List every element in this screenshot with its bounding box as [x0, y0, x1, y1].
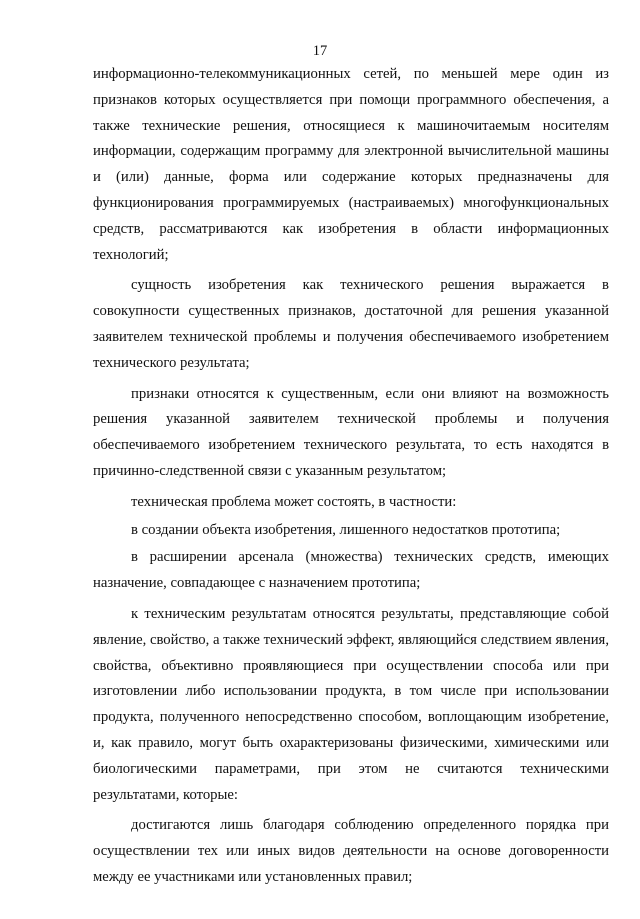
paragraph-essential-features: признаки относятся к существенным, если они влияют на возможность решения указанной заявителем технической проблемы и получения обеспечиваемого изобретением технического результата, то есть находятся в причинно-следственной связи с указанным результатом; — [93, 385, 609, 479]
paragraph-essence-of-invention: сущность изобретения как технического решения выражается в совокупности существенных признаков, достаточной для решения указанной заявителем технической проблемы и получения обеспечиваемого изобретением технического результата; — [93, 277, 609, 371]
paragraph-problem-item-2: в расширении арсенала (множества) технических средств, имеющих назначение, совпадающее с назначением прототипа; — [93, 549, 609, 592]
paragraph-results-exclusion-1: достигаются лишь благодаря соблюдению определенного порядка при осуществлении тех или иных видов деятельности на основе договоренности между ее участниками или установленных правил; — [93, 817, 609, 885]
paragraph-it-inventions: информационно-телекоммуникационных сетей, по меньшей мере один из признаков которых осуществляется при помощи программного обеспечения, а также технические решения, относящиеся к машиночитаемым носителям информации, содержащим программу для электронной вычислительной машины и (или) данные, форма или содержание которых предназначены для функционирования программируемых (настраиваемых) многофункциональных средств, рассматриваются как изобретения в области информационных технологий; — [93, 66, 609, 263]
page-number: 17 — [312, 43, 328, 59]
paragraph-technical-problem-intro: техническая проблема может состоять, в частности: — [131, 493, 457, 510]
paragraph-technical-results: к техническим результатам относятся результаты, представляющие собой явление, свойство, а также технический эффект, являющийся следствием явления, свойства, объективно проявляющиеся при осуществлении способа или при изготовлении либо использовании продукта, в том числе при использовании продукта, полученного непосредственно способом, воплощающим изобретение, и, как правило, могут быть охарактеризованы физическими, химическими или биологическими параметрами, при этом не считаются техническими результатами, которые: — [93, 605, 609, 803]
document-body — [93, 62, 609, 896]
paragraph-problem-item-1: в создании объекта изобретения, лишенного недостатков прототипа; — [131, 521, 561, 538]
